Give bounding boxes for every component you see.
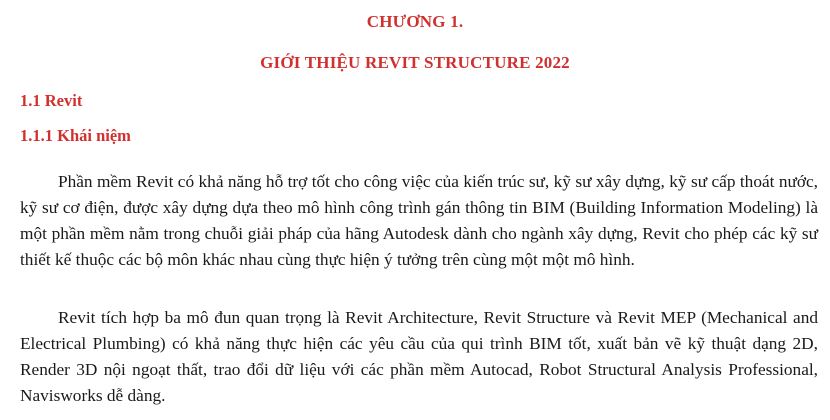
section-heading-1-1-1: 1.1.1 Khái niệm [20, 126, 131, 145]
chapter-number: CHƯƠNG 1. [366, 12, 464, 31]
chapter-title: GIỚI THIỆU REVIT STRUCTURE 2022 [260, 53, 570, 72]
section-heading-1-1: 1.1 Revit [20, 91, 83, 110]
body-paragraph-2: Revit tích hợp ba mô đun quan trọng là Revit Architecture, Revit Structure và Revit MEP (Mechanical and Electrical Plumbing) có khả năng thực hiện các yêu cầu của qui trình BIM tốt, xuất bản vẽ kỹ thuật dạng 2D, Render 3D nội ngoạt thất, trao đổi dữ liệu với các phần mềm Autocad, Robot Structural Analysis Professional, Navisworks dễ dàng. [20, 308, 818, 406]
body-paragraph-1: Phần mềm Revit có khả năng hỗ trợ tốt cho công việc của kiến trúc sư, kỹ sư xây dựng, kỹ sư cấp thoát nước, kỹ sư cơ điện, được xây dựng dựa theo mô hình công trình gán thông tin BIM (Building Information Modeling) là một phần mềm nằm trong chuỗi giải pháp của hãng Autodesk dành cho ngành xây dựng, Revit cho phép các kỹ sư thiết kế thuộc các bộ môn khác nhau cùng thực hiện ý tưởng trên cùng một một mô hình. [20, 172, 818, 270]
